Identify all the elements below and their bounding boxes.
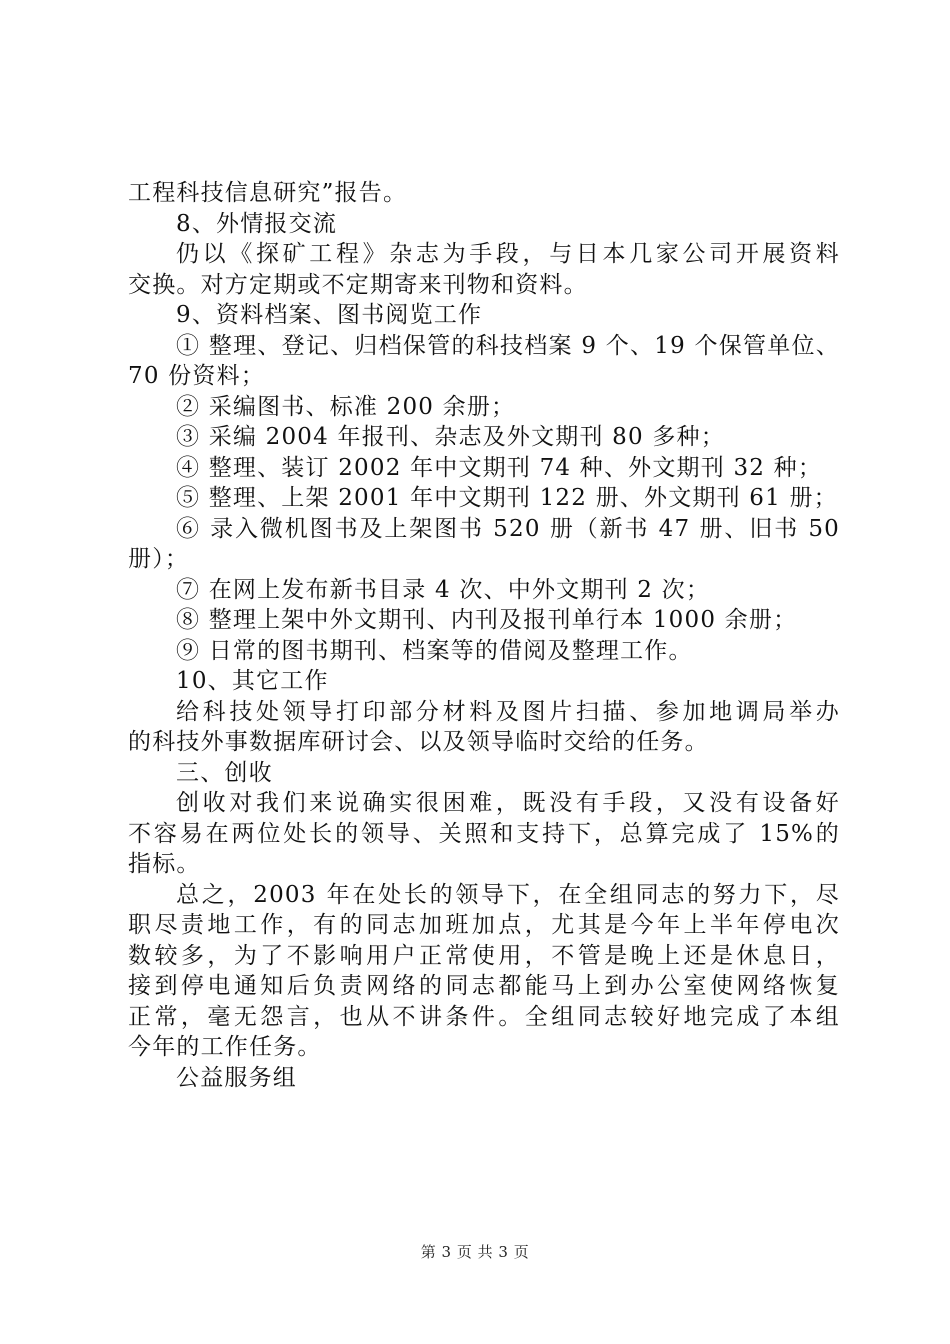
document-body [128,178,840,1093]
text-line: 公益服务组 [176,1064,297,1091]
text-line: ⑦ 在网上发布新书目录 4 次、中外文期刊 2 次； [176,576,711,603]
text-line: 9、资料档案、图书阅览工作 [176,302,483,328]
text-line: 工程科技信息研究”报告。 [128,180,408,206]
text-line: 数较多，为了不影响用户正常使用，不管是晚上还是休息日， [128,942,840,969]
text-line: 的科技外事数据库研讨会、以及领导临时交给的任务。 [128,729,709,755]
text-line: 正常，毫无怨言，也从不讲条件。全组同志较好地完成了本组 [128,1003,840,1030]
text-line: 册）； [128,546,190,572]
text-line: 10、其它工作 [176,668,329,694]
text-line: 接到停电通知后负责网络的同志都能马上到办公室使网络恢复 [128,973,840,999]
text-line: ⑨ 日常的图书期刊、档案等的借阅及整理工作。 [176,637,693,664]
text-line: ① 整理、登记、归档保管的科技档案 9 个、19 个保管单位、 [176,332,840,359]
text-line: ⑧ 整理上架中外文期刊、内刊及报刊单行本 1000 余册； [176,607,798,633]
text-line: 给科技处领导打印部分材料及图片扫描、参加地调局举办 [176,698,840,725]
text-line: 不容易在两位处长的领导、关照和支持下，总算完成了 15%的 [128,820,840,847]
text-line: 创收对我们来说确实很困难，既没有手段，又没有设备好 [176,790,840,816]
text-line: 总之，2003 年在处长的领导下，在全组同志的努力下，尽 [176,881,840,908]
text-line: ⑥ 录入微机图书及上架图书 520 册（新书 47 册、旧书 50 [176,515,840,542]
text-line: 指标。 [128,851,201,877]
text-line: 交换。对方定期或不定期寄来刊物和资料。 [128,271,588,298]
page-footer: 第 3 页 共 3 页 [420,1243,530,1261]
text-line: 8、外情报交流 [176,210,338,237]
text-line: 职尽责地工作，有的同志加班加点，尤其是今年上半年停电次 [128,912,840,938]
text-line: 70 份资料； [128,363,265,389]
text-line: 今年的工作任务。 [128,1034,322,1060]
text-line: 三、创收 [176,759,273,786]
text-line: 仍以《探矿工程》杂志为手段，与日本几家公司开展资料 [176,241,840,267]
text-line: ⑤ 整理、上架 2001 年中文期刊 122 册、外文期刊 61 册； [176,485,838,511]
text-line: ③ 采编 2004 年报刊、杂志及外文期刊 80 多种； [176,424,725,450]
text-line: ② 采编图书、标准 200 余册； [176,393,516,420]
text-line: ④ 整理、装订 2002 年中文期刊 74 种、外文期刊 32 种； [176,454,823,481]
